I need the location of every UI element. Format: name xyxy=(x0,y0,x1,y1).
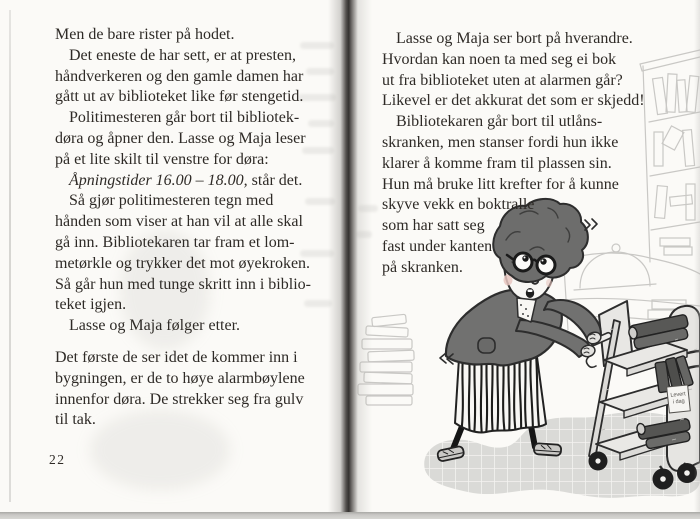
text-line: på et lite skilt til venstre for døra: xyxy=(55,150,269,168)
page-number: 22 xyxy=(49,452,66,467)
librarian-teeth xyxy=(528,290,533,293)
text-line: til tak. xyxy=(55,411,96,429)
text-line: Åpningstider 16.00 – 18.00, står det. xyxy=(69,171,303,189)
text-line: Hvordan kan noen ta med seg ei bok xyxy=(382,50,617,68)
text-line: Bibliotekaren går bort til utlåns- xyxy=(396,113,603,131)
text-line: bygningen, er de to høye alarmbøylene xyxy=(55,369,305,387)
left-page-text xyxy=(55,25,347,431)
text-line: hånden som viser at han vil at alle skal xyxy=(55,213,303,231)
text-line: Lasse og Maja følger etter. xyxy=(69,317,241,335)
text-line: døra og åpner den. Lasse og Maja leser xyxy=(55,129,306,147)
right-page-edge xyxy=(694,0,700,519)
cart-sign-text: Levert xyxy=(670,391,686,399)
text-line: som har satt seg xyxy=(382,217,485,235)
text-line: Så går hun med tunge skritt inn i biblio- xyxy=(55,275,311,293)
text-line: metørkle og trykker det mot øyekroken. xyxy=(55,254,311,272)
text-line: ut fra biblioteket uten at alarmen går? xyxy=(382,71,623,89)
text-line: på skranken. xyxy=(382,258,463,276)
librarian-right-leg xyxy=(531,426,535,447)
right-page-text xyxy=(382,29,664,279)
text-line: Lasse og Maja ser bort på hverandre. xyxy=(396,30,633,47)
background-book-stack-sketch xyxy=(358,314,414,405)
text-line: Det eneste de har sett, er at presten, xyxy=(69,46,297,64)
text-line: Så gjør politimesteren tegn med xyxy=(69,192,274,210)
librarian-cheek-blush xyxy=(546,279,552,287)
text-line: gå inn. Bibliotekaren tar fram et lom- xyxy=(55,233,295,251)
text-line: fast under kanten xyxy=(382,237,493,255)
text-line: gått ut av biblioteket like før stengetid. xyxy=(55,88,304,106)
cart-sign-text: i dag xyxy=(672,398,686,406)
left-page-edge xyxy=(9,10,11,502)
text-line: Politimesteren går bort til bibliotek- xyxy=(69,109,300,127)
cart-latch-hook xyxy=(586,356,596,367)
scan-bottom-edge xyxy=(0,512,700,519)
text-line: Det første de ser idet de kommer inn i xyxy=(55,348,298,366)
text-line: innenfor døra. De strekker seg fra gulv xyxy=(55,390,304,408)
librarian-pocket xyxy=(478,338,495,353)
text-line: Men de bare rister på hodet. xyxy=(55,26,235,43)
cart-books xyxy=(628,314,694,449)
text-line: skyve vekk en boktralle xyxy=(382,196,535,214)
text-line: håndverkeren og den gamle damen har xyxy=(55,67,304,85)
librarian-right-shoe xyxy=(534,443,562,456)
text-line: teket igjen. xyxy=(55,296,127,314)
text-line: Likevel er det akkurat det som er skjedd! xyxy=(382,92,645,110)
paragraph-gap xyxy=(55,337,347,348)
text-line: Hun må bruke litt krefter for å kunne xyxy=(382,175,619,193)
text-line: skranken, men stanser fordi hun ikke xyxy=(382,133,619,151)
text-line: klarer å komme fram til plassen sin. xyxy=(382,154,612,172)
cart-sign xyxy=(667,385,691,413)
